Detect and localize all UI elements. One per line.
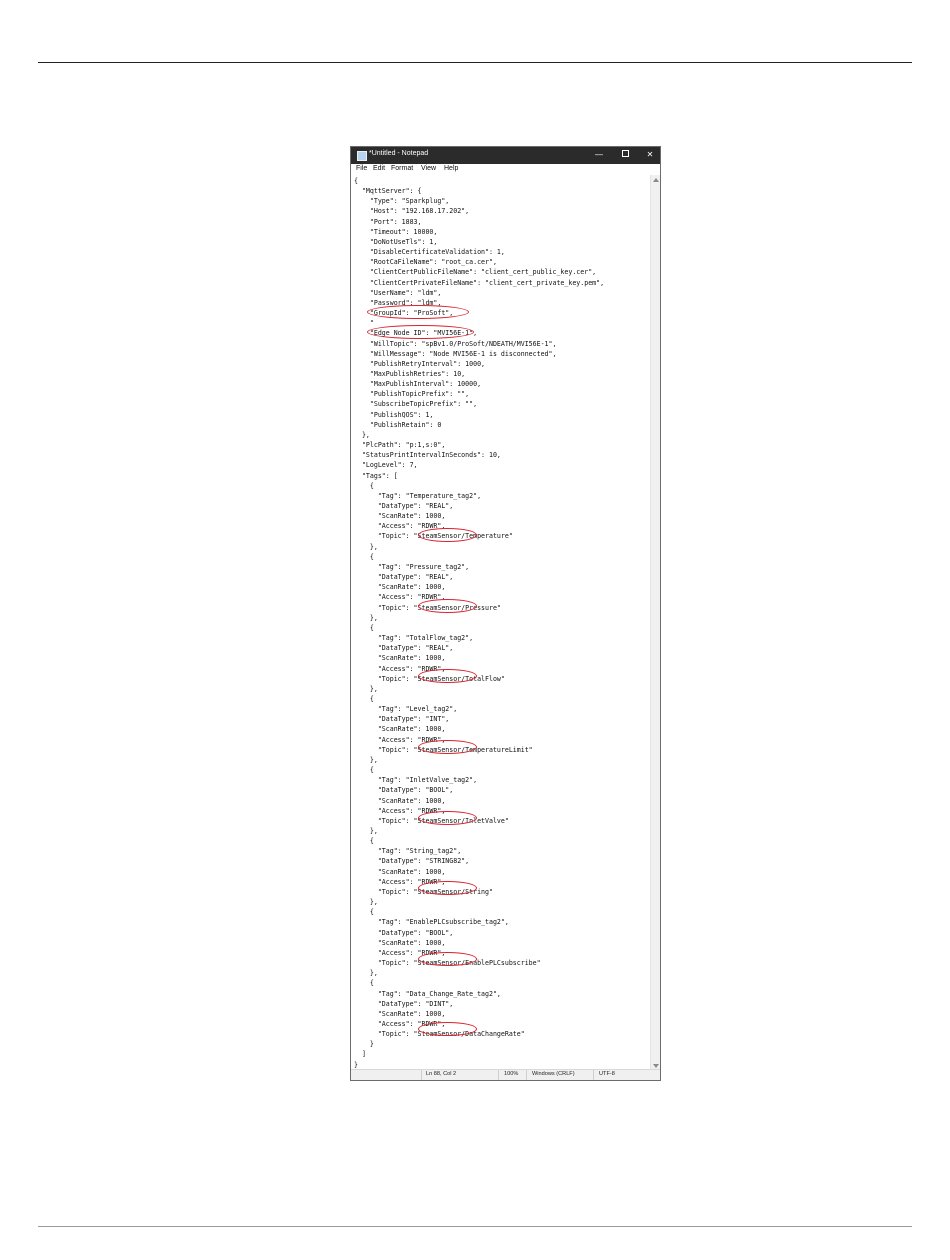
vertical-scrollbar[interactable] xyxy=(650,175,660,1071)
steamsensor-highlight-ellipse xyxy=(418,599,477,613)
page-top-rule xyxy=(38,62,912,63)
edge-node-id-highlight-ellipse xyxy=(367,325,474,339)
title-bar[interactable] xyxy=(351,147,660,164)
status-bar xyxy=(351,1069,660,1080)
status-line-ending: Windows (CRLF) xyxy=(532,1071,575,1077)
menu-bar xyxy=(351,164,660,175)
window-title: *Untitled - Notepad xyxy=(369,150,429,157)
scroll-up-icon[interactable] xyxy=(653,178,659,182)
status-encoding: UTF-8 xyxy=(599,1071,615,1077)
menu-view[interactable]: View xyxy=(421,165,437,172)
steamsensor-highlight-ellipse xyxy=(418,811,477,825)
maximize-icon xyxy=(622,150,629,157)
status-separator xyxy=(593,1070,594,1080)
scroll-down-icon[interactable] xyxy=(653,1064,659,1068)
maximize-button[interactable] xyxy=(618,149,632,161)
steamsensor-highlight-ellipse xyxy=(418,881,477,895)
status-separator xyxy=(498,1070,499,1080)
notepad-window xyxy=(350,146,661,1081)
steamsensor-highlight-ellipse xyxy=(418,669,477,683)
menu-format[interactable]: Format xyxy=(391,165,414,172)
close-button[interactable]: ✕ xyxy=(646,150,654,159)
json-document-text: { "MqttServer": { "Type": "Sparkplug", "Host": "192.168.17.202", "Port": 1883, "Timeout": 10000, "DoNotUseTls": 1, "DisableCertificateValidation": 1, "RootCaFileName": "root_ca.cer", "ClientCertPublicFileName": "client_cert_public_key.cer", "ClientCertPrivateFileName": "client_cert_private_key.pem", "UserName": "ldm", "Password": "ldm", "GroupId": "ProSoft", " "Edge Node ID": "MVI56E-1", "WillTopic": "spBv1.0/ProSoft/NDEATH/MVI56E-1", "WillMessage": "Node MVI56E-1 is disconnected", "PublishRetryInterval": 1000, "MaxPublishRetries": 10, "MaxPublishInterval": 10000, "PublishTopicPrefix": "", "SubscribeTopicPrefix": "", "PublishQOS": 1, "PublishRetain": 0 }, "PlcPath": "p:1,s:0", "StatusPrintIntervalInSeconds": 10, "LogLevel": 7, "Tags": [ { "Tag": "Temperature_tag2", "DataType": "REAL", "ScanRate": 1000, "Access": "RDWR", "Topic": "SteamSensor/Temperature" }, { "Tag": "Pressure_tag2", "DataType": "REAL", "ScanRate": 1000, "Access": "RDWR", "Topic": "SteamSensor/Pressure" }, { "Tag": "TotalFlow_tag2", "DataType": "REAL", "ScanRate": 1000, "Access": "RDWR", "Topic": "SteamSensor/TotalFlow" }, { "Tag": "Level_tag2", "DataType": "INT", "ScanRate": 1000, "Access": "RDWR", "Topic": "SteamSensor/TemperatureLimit" }, { "Tag": "InletValve_tag2", "DataType": "BOOL", "ScanRate": 1000, "Access": "RDWR", "Topic": "SteamSensor/InletValve" }, { "Tag": "String_tag2", "DataType": "STRING82", "ScanRate": 1000, "Access": "RDWR", "Topic": "SteamSensor/String" }, { "Tag": "EnablePLCsubscribe_tag2", "DataType": "BOOL", "ScanRate": 1000, "Access": "RDWR", "Topic": "SteamSensor/EnablePLCsubscribe" }, { "Tag": "Data_Change_Rate_tag2", "DataType": "DINT", "ScanRate": 1000, "Access": "RDWR", "Topic": "SteamSensor/DataChangeRate" } ] } xyxy=(354,177,605,1069)
steamsensor-highlight-ellipse xyxy=(418,528,477,542)
notepad-app-icon xyxy=(357,151,367,161)
menu-file[interactable]: File xyxy=(356,165,368,172)
steamsensor-highlight-ellipse xyxy=(418,952,477,966)
groupid-highlight-ellipse xyxy=(367,305,469,319)
status-zoom: 100% xyxy=(504,1071,519,1077)
menu-edit[interactable]: Edit xyxy=(373,165,386,172)
status-cursor-position: Ln 88, Col 2 xyxy=(426,1071,457,1077)
steamsensor-highlight-ellipse xyxy=(418,740,477,754)
status-separator xyxy=(526,1070,527,1080)
steamsensor-highlight-ellipse xyxy=(418,1022,477,1036)
status-separator xyxy=(421,1070,422,1080)
page-bottom-rule xyxy=(38,1226,912,1227)
minimize-button[interactable]: — xyxy=(595,150,603,159)
menu-help[interactable]: Help xyxy=(444,165,459,172)
